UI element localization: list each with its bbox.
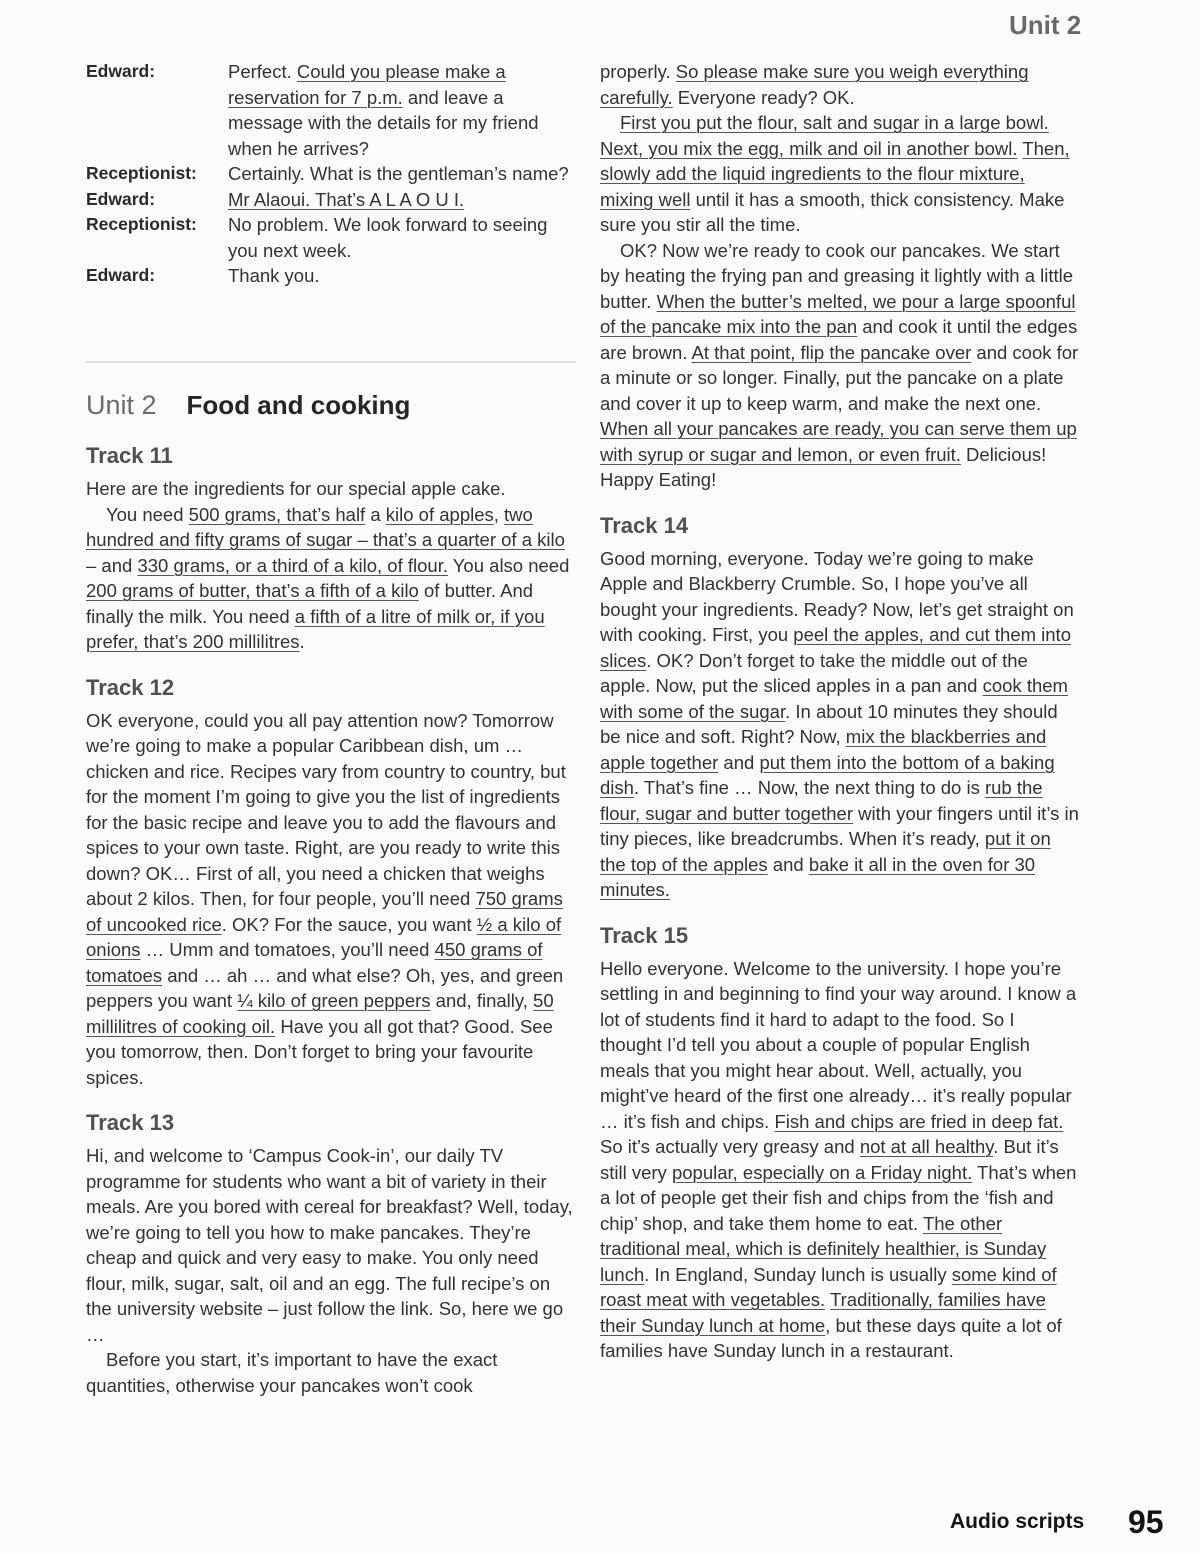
text-run: Before you start, it’s important to have the exact quantities, otherwise your pancakes won’t cook — [86, 1349, 498, 1396]
text-run: Certainly. What is the gentleman’s name? — [228, 163, 569, 184]
paragraph — [600, 59, 1080, 110]
text-run: and cook it until the edges are brown. — [600, 316, 1078, 363]
text-run: , — [493, 503, 505, 525]
text-run: . In about 10 minutes they should be nice and soft. Right? Now, — [600, 700, 1058, 747]
dialogue-turn — [86, 161, 576, 187]
dialogue-turn — [86, 212, 576, 263]
paragraph — [600, 546, 1080, 903]
section-heading — [86, 387, 576, 423]
underlined-phrase: ½ a kilo of onions — [86, 913, 562, 960]
speaker-label: Edward: — [86, 265, 156, 285]
text-run: Delicious! Happy Eating! — [600, 443, 1047, 490]
text-run: Good morning, everyone. Today we’re going to make Apple and Blackberry Crumble. So, I hope you’ve all bought your ingredients. Ready? Now, let’s get straight on with cooking. First, you — [600, 547, 1074, 645]
underlined-phrase: 500 grams, that’s half — [188, 503, 366, 525]
utterance — [228, 212, 574, 263]
text-run: and — [767, 853, 809, 875]
text-run: You need — [106, 503, 189, 525]
text-run: Everyone ready? OK. — [672, 86, 855, 108]
text-run: So it’s actually very greasy and — [600, 1136, 860, 1157]
speaker-label: Receptionist: — [86, 163, 197, 183]
section-unit-label: Unit 2 — [86, 390, 157, 420]
utterance — [228, 161, 574, 187]
text-run: , but these days quite a lot of families have Sunday lunch in a restaurant. — [600, 1314, 1062, 1361]
track-13-continued — [600, 59, 1080, 493]
underlined-phrase: ¼ kilo of green peppers — [237, 990, 431, 1011]
underlined-phrase: some kind of roast meat with vegetables. — [600, 1263, 1057, 1310]
underlined-phrase: Mr Alaoui. That’s A L A O U I. — [228, 188, 465, 210]
speaker-label: Receptionist: — [86, 214, 197, 234]
underlined-phrase: When all your pancakes are ready, you can serve them up with syrup or sugar and lemon, or even fruit. — [600, 418, 1077, 465]
text-run: That’s when a lot of people get their fish and chips from the ‘fish and chip’ shop, and take them home to eat. — [600, 1161, 1077, 1234]
paragraph — [86, 708, 576, 1091]
utterance — [228, 59, 574, 161]
underlined-phrase: 50 millilitres of cooking oil. — [86, 990, 554, 1037]
text-run: Hi, and welcome to ‘Campus Cook-in’, our daily TV programme for students who want a bit of variety in their meals. Are you bored with cereal for breakfast? Well, today, we’re going to tell you how to make pancakes. They’re cheap and quick and very easy to make. You only need flour, milk, sugar, salt, oil and an egg. The full recipe’s on the university website – just follow the link. So, here we go … — [86, 1145, 573, 1345]
utterance — [228, 263, 574, 289]
section-title: Food and cooking — [186, 390, 411, 420]
underlined-phrase: 450 grams of tomatoes — [86, 939, 543, 986]
speaker-label: Edward: — [86, 61, 156, 81]
track-12 — [86, 674, 576, 1091]
text-run: of butter. And finally the milk. You need — [86, 580, 534, 627]
underlined-phrase: cook them with some of the sugar — [600, 675, 1068, 722]
underlined-phrase: rub the flour, sugar and butter together — [600, 777, 1043, 824]
text-run: . — [299, 631, 305, 652]
underlined-phrase: So please make sure you weigh everything carefully. — [600, 61, 1029, 108]
text-run: You also need — [447, 554, 570, 576]
track-11 — [86, 442, 576, 655]
text-run: OK everyone, could you all pay attention now? Tomorrow we’re going to make a popular Caribbean dish, um … chicken and rice. Recipes vary from country to country, but for the moment I’m going to give you the list of ingredients for the basic recipe and leave you to add the flavours and spices to your own taste. Right, are you ready to write this down? OK… First of all, you need a chicken that weighs about 2 kilos. Then, for four people, you’ll need — [86, 709, 566, 909]
text-run: Hello everyone. Welcome to the university. I hope you’re settling in and beginning to find your way around. I know a lot of students find it hard to adapt to the food. So I thought I’d tell you about a couple of popular English meals that you might hear about. Well, actually, you might’ve heard of the first one already… it’s really popular … it’s fish and chips. — [600, 957, 1077, 1132]
underlined-phrase: mix the blackberries and apple together — [600, 726, 1047, 773]
track-title: Track 15 — [600, 922, 689, 948]
track-title: Track 12 — [86, 674, 175, 700]
track-title: Track 11 — [86, 443, 173, 468]
section-divider — [86, 361, 576, 363]
text-run: and … ah … and what else? Oh, yes, and green peppers you want — [86, 964, 564, 1011]
dialogue — [86, 59, 576, 361]
track-body — [86, 708, 576, 1091]
underlined-phrase: put it on the top of the apples — [600, 828, 1051, 875]
underlined-phrase: bake it all in the oven for 30 minutes. — [600, 853, 1036, 900]
utterance — [228, 187, 574, 213]
track-14 — [600, 512, 1080, 903]
speaker-label: Edward: — [86, 188, 156, 209]
underlined-phrase: kilo of apples — [385, 503, 494, 525]
footer-section-label: Audio scripts — [950, 1510, 1085, 1533]
text-run: . OK? For the sauce, you want — [221, 913, 477, 935]
text-run: until it has a smooth, thick consistency. Make sure you stir all the time. — [600, 188, 1065, 235]
right-column — [600, 59, 1080, 1364]
dialogue-turn — [86, 263, 576, 289]
running-header-unit: Unit 2 — [1009, 10, 1082, 40]
text-run: Thank you. — [228, 265, 320, 286]
text-run: . OK? Don’t forget to take the middle out of the apple. Now, put the sliced apples in a pan and — [600, 649, 1028, 696]
underlined-phrase: 200 grams of butter, that’s a fifth of a kilo — [86, 580, 419, 601]
underlined-phrase: At that point, flip the pancake over — [691, 341, 972, 363]
text-run: Perfect. — [228, 61, 297, 82]
paragraph — [86, 1143, 576, 1347]
text-run: properly. — [600, 61, 676, 82]
text-run: OK? Now we’re ready to cook our pancakes. We start by heating the frying pan and greasing it lightly with a little butter. — [600, 239, 1074, 312]
text-run: a — [365, 503, 386, 525]
dialogue-turn — [86, 59, 576, 161]
text-run: . In England, Sunday lunch is usually — [644, 1263, 952, 1285]
underlined-phrase: popular, especially on a Friday night. — [671, 1161, 973, 1183]
track-title: Track 13 — [86, 1110, 175, 1135]
text-run: and leave a message with the details for my friend when he arrives? — [228, 86, 539, 159]
underlined-phrase: Fish and chips are fried in deep fat. — [774, 1110, 1064, 1132]
underlined-phrase: put them into the bottom of a baking dish — [600, 751, 1055, 798]
underlined-phrase: peel the apples, and cut them into slices — [600, 624, 1071, 671]
track-body — [86, 476, 576, 655]
text-run: Here are the ingredients for our special apple cake. — [86, 478, 506, 499]
text-run: . That’s fine … Now, the next thing to do is — [633, 777, 985, 798]
track-13 — [86, 1109, 576, 1398]
underlined-phrase: not at all healthy — [859, 1136, 994, 1157]
underlined-phrase: Traditionally, families have their Sunday lunch at home — [600, 1289, 1046, 1336]
text-run: No problem. We look forward to seeing you next week. — [228, 214, 548, 261]
underlined-phrase: The other traditional meal, which is definitely healthier, is Sunday lunch — [600, 1212, 1047, 1285]
paragraph — [600, 110, 1080, 238]
paragraph — [86, 1347, 576, 1398]
underlined-phrase: 330 grams, or a third of a kilo, of flour. — [137, 554, 448, 576]
underlined-phrase: Then, slowly add the liquid ingredients to the flour mixture, mixing well — [600, 137, 1070, 210]
track-body — [86, 1143, 576, 1398]
track-15 — [600, 922, 1080, 1364]
text-run: … Umm and tomatoes, you’ll need — [140, 939, 435, 960]
underlined-phrase: 750 grams of uncooked rice — [86, 888, 563, 935]
text-run: and cook for a minute or so longer. Finally, put the pancake on a plate and cover it up to keep warm, and make the next one. — [600, 341, 1079, 414]
text-run: Have you all got that? Good. See you tomorrow, then. Don’t forget to bring your favourite spices. — [86, 1015, 553, 1088]
paragraph — [600, 238, 1080, 493]
track-body — [600, 956, 1080, 1364]
underlined-phrase: First you put the flour, salt and sugar in a large bowl. — [620, 112, 1049, 133]
paragraph — [600, 956, 1080, 1364]
page-number: 95 — [1128, 1504, 1164, 1540]
underlined-phrase: a fifth of a litre of milk or, if you prefer, that’s 200 millilitres — [86, 605, 545, 652]
text-run: with your fingers until it’s in tiny pieces, like breadcrumbs. When it’s ready, — [600, 802, 1079, 849]
underlined-phrase: Could you please make a reservation for 7 p.m. — [228, 61, 506, 108]
dialogue-turn — [86, 187, 576, 213]
text-run: and, finally, — [430, 990, 534, 1011]
left-column — [86, 59, 576, 1398]
underlined-phrase: Next, you mix the egg, milk and oil in another bowl. — [600, 137, 1018, 159]
paragraph — [86, 502, 576, 655]
underlined-phrase: When the butter’s melted, we pour a large spoonful of the pancake mix into the pan — [600, 290, 1076, 337]
text-run: and — [718, 751, 760, 773]
track-title: Track 14 — [600, 512, 689, 538]
track-body — [600, 546, 1080, 903]
paragraph — [86, 476, 576, 502]
text-run: – and — [86, 554, 138, 576]
text-run: . But it’s still very — [600, 1136, 1059, 1183]
underlined-phrase: two hundred and fifty grams of sugar – that’s a quarter of a kilo — [86, 503, 565, 550]
